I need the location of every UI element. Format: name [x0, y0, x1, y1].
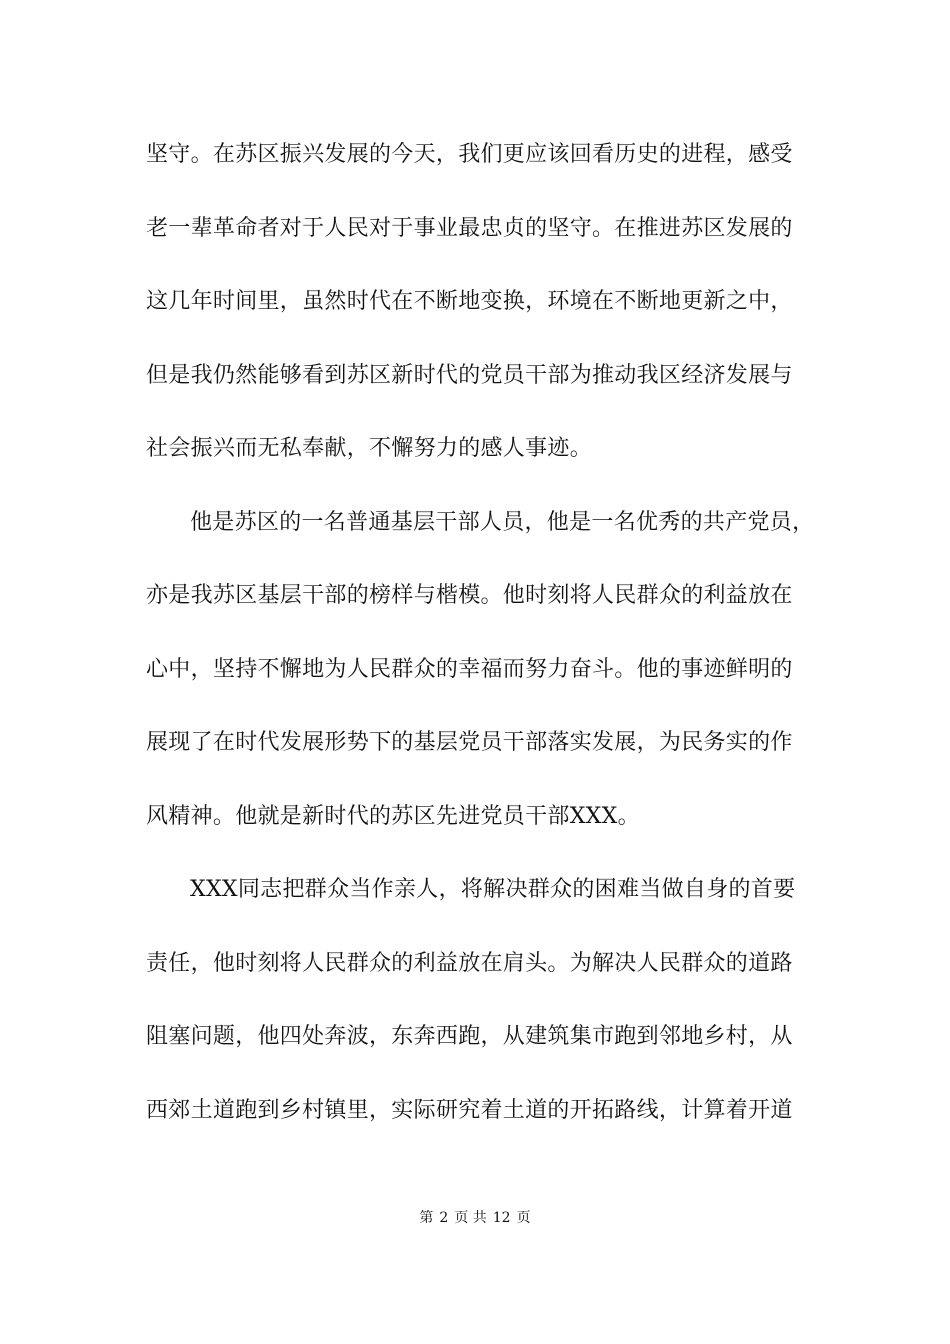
- text-line: 但是我仍然能够看到苏区新时代的党员干部为推动我区经济发展与: [146, 362, 793, 388]
- footer-middle: 页 共: [454, 1210, 487, 1226]
- footer-total-pages: 12: [492, 1210, 511, 1226]
- footer-suffix: 页: [516, 1210, 531, 1226]
- text-line: 亦是我苏区基层干部的榜样与楷模。他时刻将人民群众的利益放在: [146, 583, 793, 608]
- text-line: 阻塞问题，他四处奔波，东奔西跑，从建筑集市跑到邻地乡村，从: [146, 1024, 793, 1049]
- text-line: 展现了在时代发展形势下的基层党员干部落实发展，为民务实的作: [146, 730, 793, 755]
- text-line: 老一辈革命者对于人民对于事业最忠贞的坚守。在推进苏区发展的: [146, 215, 793, 241]
- text-line: 西郊土道跑到乡村镇里，实际研究着土道的开拓路线，计算着开道: [146, 1097, 793, 1123]
- footer-current-page: 2: [439, 1210, 449, 1226]
- text-line: 风精神。他就是新时代的苏区先进党员干部XXX。: [146, 803, 640, 829]
- paragraph-start-line: 他是苏区的一名普通基层干部人员，他是一名优秀的共产党员，: [190, 509, 815, 535]
- body-text: [146, 128, 836, 1157]
- page-footer: [0, 1208, 950, 1228]
- text-line: 社会振兴而无私奉献，不懈努力的感人事迹。: [146, 436, 593, 461]
- text-line: 责任，他时刻将人民群众的利益放在肩头。为解决人民群众的道路: [146, 950, 793, 976]
- footer-prefix: 第: [419, 1210, 434, 1226]
- text-line: 坚守。在苏区振兴发展的今天，我们更应该回看历史的进程，感受: [146, 142, 793, 167]
- paragraph-start-line: XXX同志把群众当作亲人，将解决群众的困难当做自身的首要: [190, 877, 796, 902]
- text-line: 这几年时间里，虽然时代在不断地变换，环境在不断地更新之中，: [146, 289, 793, 314]
- text-line: 心中，坚持不懈地为人民群众的幸福而努力奋斗。他的事迹鲜明的: [146, 656, 793, 682]
